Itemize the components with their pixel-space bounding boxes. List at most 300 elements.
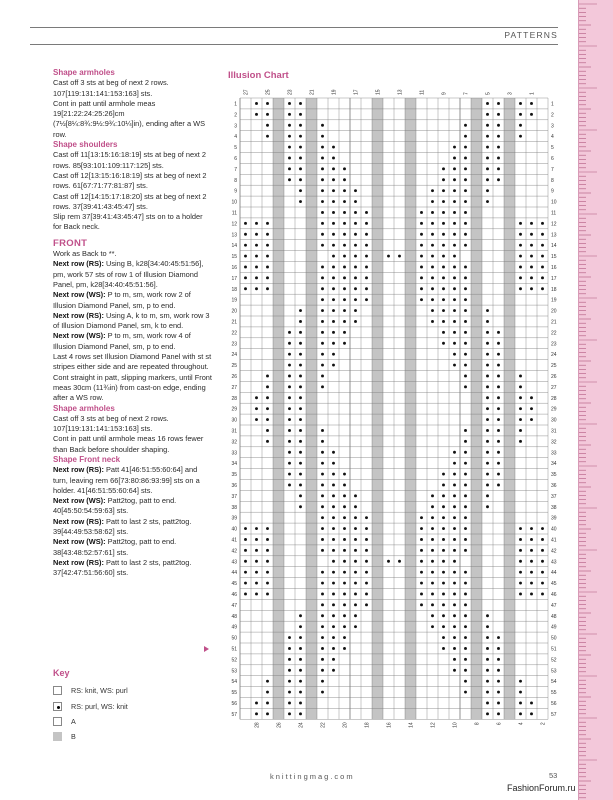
stitch-dot xyxy=(343,331,346,334)
stitch-dot xyxy=(343,298,346,301)
stitch-dot xyxy=(464,625,467,628)
stitch-dot xyxy=(299,494,302,497)
stitch-dot xyxy=(464,658,467,661)
stitch-dot xyxy=(420,603,423,606)
ruler xyxy=(578,0,613,800)
stitch-dot xyxy=(343,549,346,552)
stitch-dot xyxy=(387,560,390,563)
row-number: 24 xyxy=(231,352,237,359)
stitch-dot xyxy=(519,124,522,127)
row-number: 42 xyxy=(231,548,237,555)
stitch-dot xyxy=(420,582,423,585)
stitch-dot xyxy=(299,146,302,149)
stitch-dot xyxy=(519,255,522,258)
stitch-dot xyxy=(244,287,247,290)
stitch-dot xyxy=(497,691,500,694)
stitch-dot xyxy=(343,625,346,628)
row-number: 27 xyxy=(231,384,237,391)
row-label: Next row (RS): xyxy=(53,516,104,526)
stitch-dot xyxy=(519,396,522,399)
stitch-dot xyxy=(486,680,489,683)
continue-arrow-icon xyxy=(204,646,209,652)
stitch-dot xyxy=(431,516,434,519)
stitch-dot xyxy=(420,298,423,301)
stitch-dot xyxy=(321,462,324,465)
row-number: 50 xyxy=(551,635,557,642)
stitch-dot xyxy=(464,320,467,323)
stitch-dot xyxy=(354,309,357,312)
stitch-dot xyxy=(442,331,445,334)
stitch-dot xyxy=(464,440,467,443)
stitch-dot xyxy=(332,222,335,225)
stitch-dot xyxy=(464,473,467,476)
stitch-dot xyxy=(530,702,533,705)
stitch-dot xyxy=(442,233,445,236)
stitch-dot xyxy=(332,342,335,345)
stitch-dot xyxy=(442,527,445,530)
row-text: Using A, k to m, sm, work row 3 of Illusion Diamond Panel, sm, k to end. xyxy=(53,310,210,331)
stitch-dot xyxy=(255,396,258,399)
key-label: RS: purl, WS: knit xyxy=(71,702,128,711)
row-number: 40 xyxy=(551,526,557,533)
stitch-dot xyxy=(387,255,390,258)
stitch-dot xyxy=(519,440,522,443)
stitch-dot xyxy=(530,527,533,530)
stitch-dot xyxy=(343,320,346,323)
stitch-dot xyxy=(486,320,489,323)
stitch-dot xyxy=(354,494,357,497)
stitch-dot xyxy=(431,614,434,617)
stitch-dot xyxy=(299,375,302,378)
stitch-dot xyxy=(299,505,302,508)
row-number: 37 xyxy=(551,493,557,500)
stitch-dot xyxy=(442,211,445,214)
stitch-dot xyxy=(519,113,522,116)
stitch-dot xyxy=(486,178,489,181)
stitch-dot xyxy=(464,124,467,127)
paragraph: Cont in patt until armhole meas 16 rows fewer than Back before shoulder shaping. xyxy=(53,434,204,454)
stitch-dot xyxy=(266,102,269,105)
row-number: 25 xyxy=(551,363,557,370)
stitch-dot xyxy=(497,102,500,105)
stitch-dot xyxy=(541,582,544,585)
stitch-dot xyxy=(519,266,522,269)
stitch-dot xyxy=(321,593,324,596)
stitch-dot xyxy=(420,560,423,563)
stitch-dot xyxy=(530,571,533,574)
stitch-dot xyxy=(464,647,467,650)
row-number: 6 xyxy=(234,155,237,162)
stitch-dot xyxy=(354,255,357,258)
row-text: Patt2tog, patt to end. 40[45:50:54:59:63] sts. xyxy=(53,496,177,516)
row-number: 14 xyxy=(231,243,237,250)
stitch-dot xyxy=(299,157,302,160)
stitch-dot xyxy=(244,244,247,247)
stitch-dot xyxy=(442,189,445,192)
stitch-dot xyxy=(288,353,291,356)
stitch-dot xyxy=(530,255,533,258)
stitch-dot xyxy=(266,680,269,683)
stitch-dot xyxy=(442,222,445,225)
stitch-dot xyxy=(519,582,522,585)
column-number: 8 xyxy=(474,722,481,726)
stitch-dot xyxy=(453,298,456,301)
row-number: 41 xyxy=(551,537,557,544)
stitch-dot xyxy=(453,614,456,617)
stitch-dot xyxy=(453,494,456,497)
stitch-dot xyxy=(299,178,302,181)
grey-stripe xyxy=(405,98,416,719)
stitch-dot xyxy=(431,560,434,563)
stitch-dot xyxy=(464,505,467,508)
stitch-dot xyxy=(530,113,533,116)
stitch-dot xyxy=(332,473,335,476)
column-number: 15 xyxy=(375,89,382,95)
stitch-dot xyxy=(431,549,434,552)
stitch-dot xyxy=(255,266,258,269)
row-number: 1 xyxy=(234,101,237,108)
row-number: 39 xyxy=(551,515,557,522)
stitch-dot xyxy=(354,200,357,203)
column-number: 26 xyxy=(276,722,283,728)
stitch-dot xyxy=(519,385,522,388)
stitch-dot xyxy=(299,320,302,323)
column-number: 28 xyxy=(254,722,261,728)
stitch-dot xyxy=(486,353,489,356)
stitch-dot xyxy=(354,603,357,606)
stitch-dot xyxy=(541,222,544,225)
stitch-dot xyxy=(321,451,324,454)
stitch-dot xyxy=(332,593,335,596)
stitch-dot xyxy=(453,462,456,465)
footer-url: knittingmag.com xyxy=(270,772,355,781)
stitch-dot xyxy=(299,658,302,661)
grey-stripe xyxy=(471,98,482,719)
stitch-dot xyxy=(420,244,423,247)
stitch-dot xyxy=(244,560,247,563)
stitch-dot xyxy=(497,407,500,410)
row-number: 34 xyxy=(231,461,237,468)
stitch-dot xyxy=(332,571,335,574)
stitch-dot xyxy=(431,298,434,301)
paragraph: Cast off 11[13:15:16:18:19] sts at beg of next 2 rows. 85[93:101:109:117:125] sts. xyxy=(53,150,206,170)
stitch-dot xyxy=(365,287,368,290)
stitch-dot xyxy=(288,342,291,345)
column-number: 14 xyxy=(408,722,415,728)
empty-square-icon xyxy=(53,686,62,695)
stitch-dot xyxy=(464,211,467,214)
stitch-dot xyxy=(321,527,324,530)
row-number: 27 xyxy=(551,384,557,391)
stitch-dot xyxy=(365,527,368,530)
stitch-dot xyxy=(442,244,445,247)
stitch-dot xyxy=(321,571,324,574)
stitch-dot xyxy=(497,375,500,378)
stitch-dot xyxy=(255,560,258,563)
pattern-text-column xyxy=(53,68,213,579)
stitch-dot xyxy=(464,603,467,606)
stitch-dot xyxy=(255,571,258,574)
row-text: Using B, k28[34:40:45:51:56], pm, work 57 sts of row 1 of Illusion Diamond Panel, pm, k28[34:40:45:51:56]. xyxy=(53,259,204,289)
row-number: 21 xyxy=(231,319,237,326)
stitch-dot xyxy=(266,113,269,116)
stitch-dot xyxy=(299,189,302,192)
stitch-dot xyxy=(464,462,467,465)
column-number: 3 xyxy=(507,92,514,95)
stitch-dot xyxy=(332,244,335,247)
stitch-dot xyxy=(486,614,489,617)
column-number: 12 xyxy=(430,722,437,728)
stitch-dot xyxy=(541,538,544,541)
row-number: 9 xyxy=(551,188,554,195)
key-item xyxy=(53,732,76,741)
row-number: 46 xyxy=(231,591,237,598)
stitch-dot xyxy=(431,538,434,541)
stitch-dot xyxy=(519,593,522,596)
row-number: 45 xyxy=(551,581,557,588)
stitch-dot xyxy=(321,167,324,170)
stitch-dot xyxy=(453,527,456,530)
stitch-dot xyxy=(464,593,467,596)
row-label: Next row (WS): xyxy=(53,290,106,300)
stitch-dot xyxy=(299,440,302,443)
stitch-dot xyxy=(486,647,489,650)
stitch-dot xyxy=(541,560,544,563)
stitch-dot xyxy=(453,484,456,487)
stitch-dot xyxy=(266,702,269,705)
stitch-dot xyxy=(266,375,269,378)
stitch-dot xyxy=(453,364,456,367)
row-number: 42 xyxy=(551,548,557,555)
stitch-dot xyxy=(442,342,445,345)
column-number: 24 xyxy=(298,722,305,728)
stitch-dot xyxy=(299,200,302,203)
stitch-dot xyxy=(343,603,346,606)
stitch-dot xyxy=(288,113,291,116)
stitch-dot xyxy=(420,255,423,258)
instruction-row xyxy=(53,496,213,517)
stitch-dot xyxy=(343,309,346,312)
stitch-dot xyxy=(486,407,489,410)
stitch-dot xyxy=(299,167,302,170)
row-text: Patt to last 2 sts, patt2tog. 39[44:49:53:58:62] sts. xyxy=(53,516,192,537)
stitch-dot xyxy=(442,298,445,301)
stitch-dot xyxy=(299,353,302,356)
stitch-dot xyxy=(464,451,467,454)
stitch-dot xyxy=(299,669,302,672)
row-number: 53 xyxy=(231,668,237,675)
stitch-dot xyxy=(354,516,357,519)
stitch-dot xyxy=(453,669,456,672)
stitch-dot xyxy=(486,691,489,694)
subheading-shape-front-neck: Shape Front neck xyxy=(53,454,121,464)
stitch-dot xyxy=(299,135,302,138)
stitch-dot xyxy=(266,440,269,443)
stitch-dot xyxy=(497,113,500,116)
stitch-dot xyxy=(442,593,445,596)
stitch-dot xyxy=(541,287,544,290)
stitch-dot xyxy=(266,429,269,432)
stitch-dot xyxy=(497,473,500,476)
stitch-dot xyxy=(365,298,368,301)
row-number: 33 xyxy=(231,450,237,457)
stitch-dot xyxy=(343,167,346,170)
row-number: 26 xyxy=(551,373,557,380)
stitch-dot xyxy=(266,385,269,388)
row-text: P to m, sm, work row 2 of Illusion Diamond Panel, sm, p to end. xyxy=(53,290,191,310)
stitch-dot xyxy=(354,505,357,508)
row-number: 13 xyxy=(231,232,237,239)
stitch-dot xyxy=(321,157,324,160)
row-number: 18 xyxy=(231,286,237,293)
stitch-dot xyxy=(442,516,445,519)
stitch-dot xyxy=(464,353,467,356)
row-number: 43 xyxy=(551,559,557,566)
instruction-row xyxy=(53,465,213,496)
stitch-dot xyxy=(343,189,346,192)
row-number: 49 xyxy=(231,624,237,631)
row-label: Next row (RS): xyxy=(53,465,104,475)
stitch-dot xyxy=(530,287,533,290)
stitch-dot xyxy=(354,538,357,541)
row-number: 11 xyxy=(551,210,557,217)
key-item xyxy=(53,686,128,695)
stitch-dot xyxy=(321,146,324,149)
stitch-dot xyxy=(464,375,467,378)
chart-title: Illusion Chart xyxy=(228,70,289,81)
stitch-dot xyxy=(244,593,247,596)
row-number: 41 xyxy=(231,537,237,544)
stitch-dot xyxy=(464,222,467,225)
stitch-dot xyxy=(464,669,467,672)
stitch-dot xyxy=(530,102,533,105)
stitch-dot xyxy=(530,407,533,410)
stitch-dot xyxy=(519,680,522,683)
stitch-dot xyxy=(288,167,291,170)
stitch-dot xyxy=(519,702,522,705)
stitch-dot xyxy=(354,189,357,192)
stitch-dot xyxy=(486,625,489,628)
stitch-dot xyxy=(343,233,346,236)
stitch-dot xyxy=(288,407,291,410)
stitch-dot xyxy=(299,385,302,388)
stitch-dot xyxy=(530,560,533,563)
stitch-dot xyxy=(321,309,324,312)
stitch-dot xyxy=(442,647,445,650)
stitch-dot xyxy=(343,276,346,279)
stitch-dot xyxy=(431,527,434,530)
stitch-dot xyxy=(343,255,346,258)
stitch-dot xyxy=(519,233,522,236)
row-number: 38 xyxy=(551,504,557,511)
stitch-dot xyxy=(354,527,357,530)
paragraph: Cont in patt until armhole meas 19[21:22:24:25:26]cm (7½[8¼:8¾:9½:9¾:10¼]in), ending after a WS row. xyxy=(53,98,206,139)
stitch-dot xyxy=(453,167,456,170)
stitch-dot xyxy=(530,233,533,236)
stitch-dot xyxy=(464,636,467,639)
row-number: 12 xyxy=(231,221,237,228)
row-number: 54 xyxy=(231,679,237,686)
instruction-row xyxy=(53,331,213,352)
stitch-dot xyxy=(299,625,302,628)
stitch-dot xyxy=(321,494,324,497)
stitch-dot xyxy=(255,287,258,290)
stitch-dot xyxy=(431,255,434,258)
stitch-dot xyxy=(464,189,467,192)
stitch-dot xyxy=(464,691,467,694)
stitch-dot xyxy=(497,418,500,421)
stitch-dot xyxy=(266,135,269,138)
stitch-dot xyxy=(486,712,489,715)
stitch-dot xyxy=(354,287,357,290)
ruler-ticks xyxy=(579,0,613,800)
stitch-dot xyxy=(486,364,489,367)
key-item xyxy=(53,702,128,711)
stitch-dot xyxy=(486,669,489,672)
grey-square-icon xyxy=(53,732,62,741)
stitch-dot xyxy=(464,494,467,497)
stitch-dot xyxy=(299,712,302,715)
stitch-dot xyxy=(299,342,302,345)
stitch-dot xyxy=(519,407,522,410)
illusion-chart xyxy=(226,84,558,739)
stitch-dot xyxy=(464,549,467,552)
stitch-dot xyxy=(442,614,445,617)
row-number: 6 xyxy=(551,155,554,162)
stitch-dot xyxy=(453,571,456,574)
stitch-dot xyxy=(255,407,258,410)
stitch-dot xyxy=(321,331,324,334)
stitch-dot xyxy=(354,211,357,214)
stitch-dot xyxy=(255,527,258,530)
stitch-dot xyxy=(321,342,324,345)
stitch-dot xyxy=(453,647,456,650)
row-number: 53 xyxy=(551,668,557,675)
stitch-dot xyxy=(497,385,500,388)
grey-stripe xyxy=(273,98,284,719)
stitch-dot xyxy=(486,451,489,454)
stitch-dot xyxy=(453,244,456,247)
row-number: 45 xyxy=(231,581,237,588)
instruction-row xyxy=(53,290,213,311)
stitch-dot xyxy=(497,636,500,639)
stitch-dot xyxy=(343,560,346,563)
row-number: 35 xyxy=(231,472,237,479)
stitch-dot xyxy=(332,582,335,585)
stitch-dot xyxy=(266,276,269,279)
stitch-dot xyxy=(431,189,434,192)
stitch-dot xyxy=(497,135,500,138)
stitch-dot xyxy=(431,494,434,497)
key-title: Key xyxy=(53,668,70,678)
row-number: 7 xyxy=(551,166,554,173)
row-number: 25 xyxy=(231,363,237,370)
stitch-dot xyxy=(497,178,500,181)
stitch-dot xyxy=(332,255,335,258)
stitch-dot xyxy=(453,287,456,290)
stitch-dot xyxy=(486,124,489,127)
stitch-dot xyxy=(497,167,500,170)
stitch-dot xyxy=(288,146,291,149)
row-number: 52 xyxy=(231,657,237,664)
stitch-dot xyxy=(266,418,269,421)
row-number: 51 xyxy=(231,646,237,653)
stitch-dot xyxy=(332,647,335,650)
stitch-dot xyxy=(519,712,522,715)
stitch-dot xyxy=(464,276,467,279)
stitch-dot xyxy=(530,418,533,421)
stitch-dot xyxy=(321,647,324,650)
